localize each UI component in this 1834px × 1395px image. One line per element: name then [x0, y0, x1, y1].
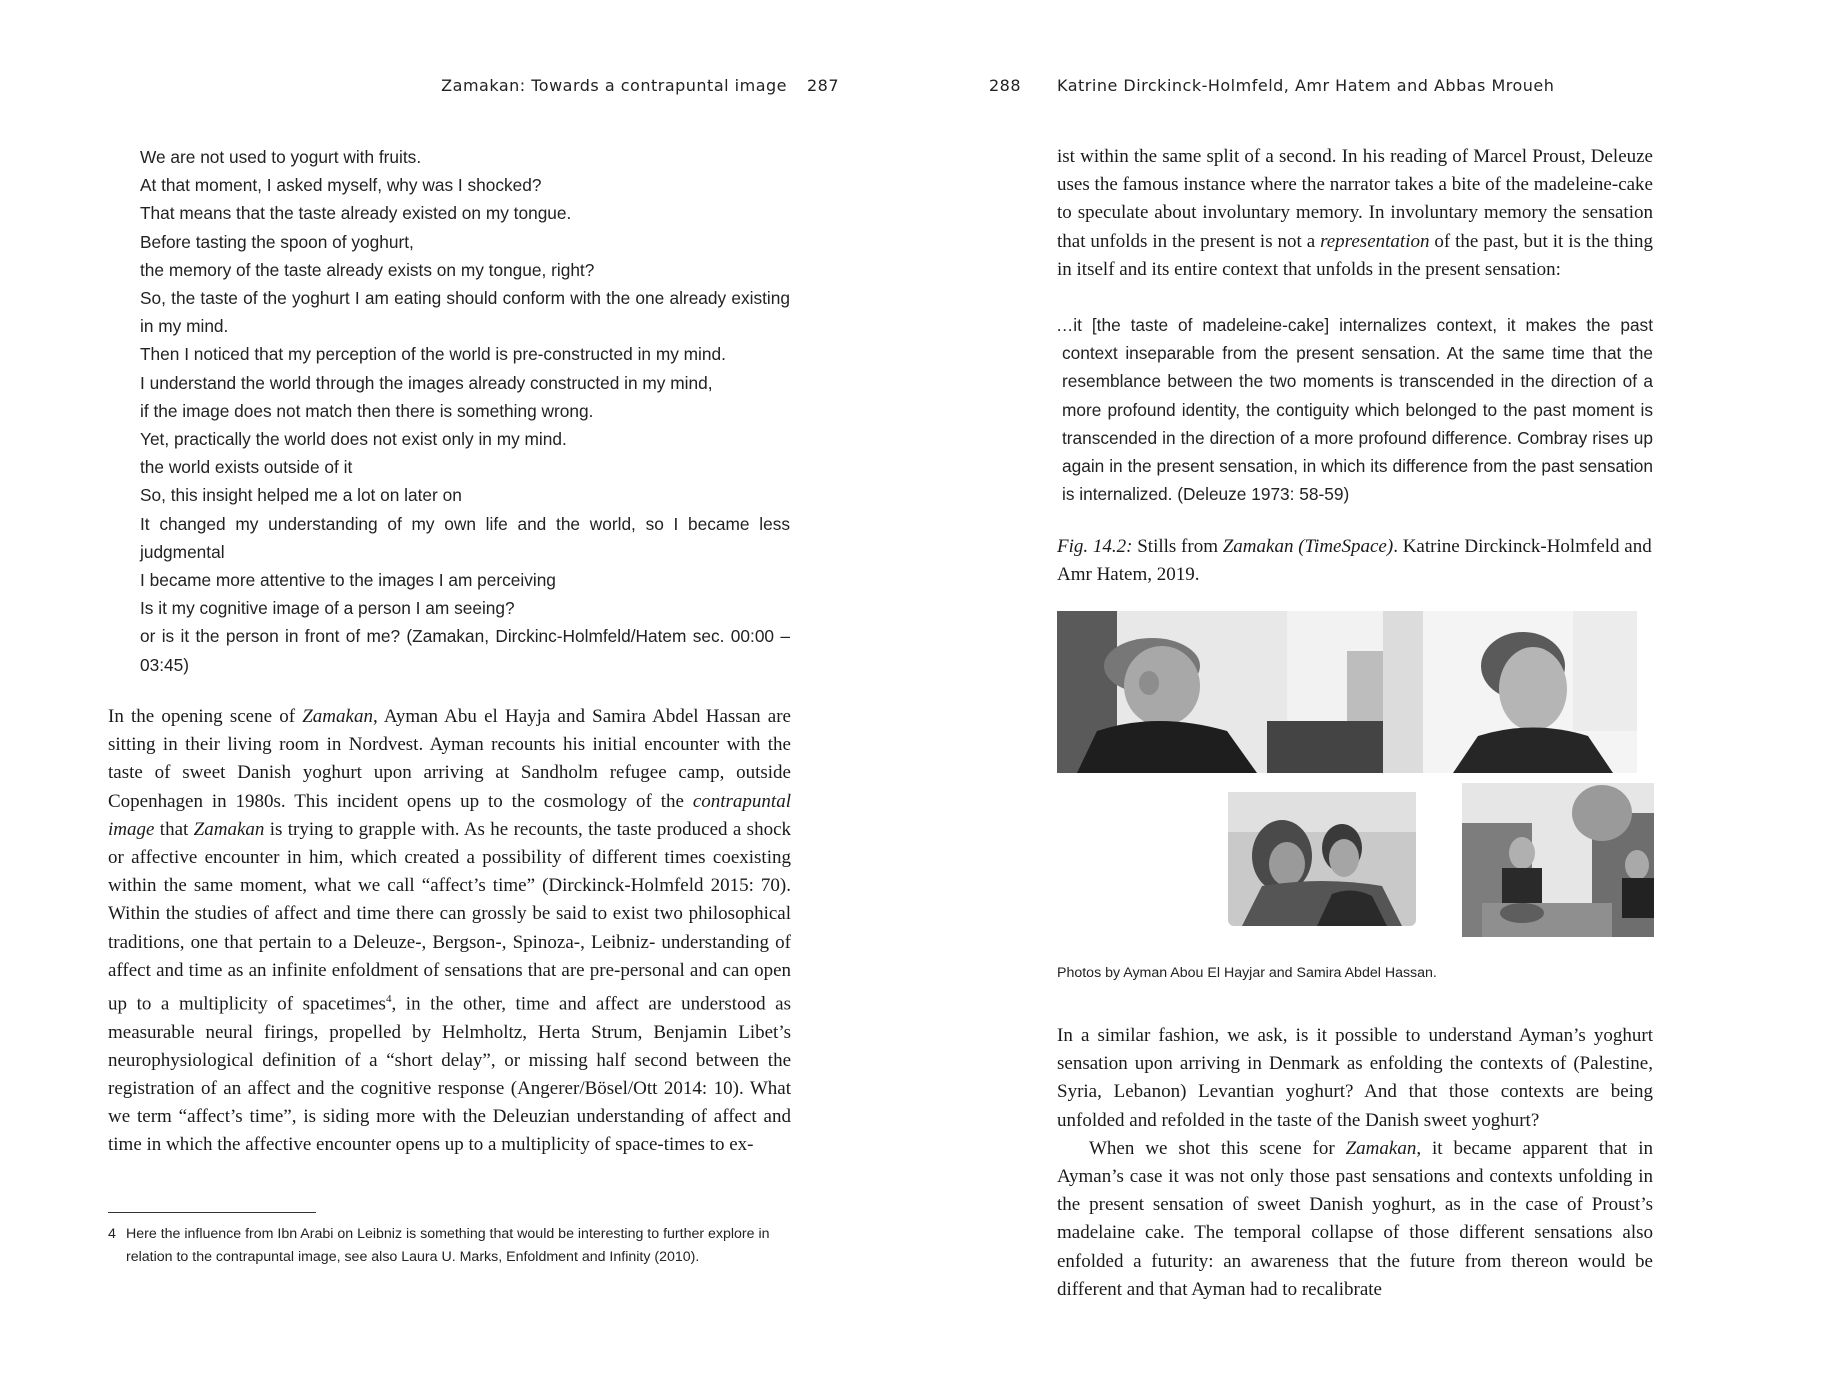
- body-paragraphs: [1057, 1022, 1653, 1304]
- film-still-man: [1057, 611, 1383, 773]
- quote-line: That means that the taste already existed on my tongue.: [140, 203, 572, 224]
- quote-line: So, this insight helped me a lot on later on: [140, 485, 462, 506]
- quote-line: Yet, practically the world does not exist only in my mind.: [140, 429, 567, 450]
- figure-caption: Fig. 14.2: Stills from Zamakan (TimeSpace). Katrine Dirckinck-Holmfeld and Amr Hatem, 2019.: [1057, 536, 1652, 586]
- film-still-woman: [1383, 611, 1637, 773]
- footnote-number: 4: [108, 1226, 116, 1242]
- photo-credit: Photos by Ayman Abou El Hayjar and Samira Abdel Hassan.: [1057, 965, 1437, 981]
- footnote-text: Here the influence from Ibn Arabi on Leibniz is something that would be interesting to further explore in relation to the contrapuntal image, see also Laura U. Marks, Enfoldment and Infinity (2010).: [126, 1226, 770, 1265]
- running-head-authors: Katrine Dirckinck-Holmfeld, Amr Hatem and Abbas Mroueh: [1057, 76, 1555, 95]
- quote-line: or is it the person in front of me? (Zamakan, Dirckinc-Holmfeld/Hatem sec. 00:00 – 03:45): [140, 626, 790, 675]
- body-paragraph: When we shot this scene for Zamakan, it became apparent that in Ayman’s case it was not only those past sensations and contexts unfolding in the present sensation of sweet Danish yoghurt, as in the case of Proust’s madelaine cake. The temporal collapse of those different sensations also enfolded a futurity: an awareness that the future from thereon would be different and that Ayman had to recalibrate: [1057, 1137, 1653, 1300]
- quote-line: At that moment, I asked myself, why was I shocked?: [140, 175, 542, 196]
- right-page: [917, 0, 1834, 1395]
- quote-line: I became more attentive to the images I am perceiving: [140, 570, 556, 591]
- quote-line: It changed my understanding of my own life and the world, so I became less judgmental: [140, 513, 790, 562]
- footnote-reference[interactable]: 4: [385, 993, 392, 1006]
- film-still-living-room: [1462, 783, 1654, 937]
- block-quote: …it [the taste of madeleine-cake] internalizes context, it makes the past context inseparable from the present sensation. At the same time that the resemblance between the two moments is transcended in the direction of a more profound identity, the contiguity which belonged to the past moment is transcended in the direction of a more profound difference. Combray rises up again in the present sensation, in which its difference from the past sensation is internalized. (Deleuze 1973: 58-59): [1056, 315, 1653, 505]
- quote-line: We are not used to yogurt with fruits.: [140, 147, 422, 167]
- body-paragraph: In the opening scene of Zamakan, Ayman Abu el Hayja and Samira Abdel Hassan are sitting in their living room in Nordvest. Ayman recounts his initial encounter with the taste of sweet Danish yoghurt upon arriving at Sandholm refugee camp, outside Copenhagen in 1980s. This incident opens up to the cosmology of the contrapuntal image that Zamakan is trying to grapple with. As he recounts, the taste produced a shock or affective encounter in him, which created a possibility of different times coexisting within the same moment, what we call “affect’s time” (Dirckinck-Holmfeld 2015: 70). Within the studies of affect and time there can grossly be said to exist two philosophical traditions, one that pertain to a Deleuze-, Bergson-, Spinoza-, Leibniz- understanding of affect and time as an infinite enfoldment of sensations that are pre-personal and can open up to a multiplicity of spacetimes$^4$, in the other, time and affect are understood as measurable neural firings, propelled by Helmholtz, Herta Strum, Benjamin Libet’s neurophysiological definition of a “short delay”, or missing half second between the registration of an affect and the cognitive response (Angerer/Bösel/Ott 2014: 10). What we term “affect’s time”, is siding more with the Deleuzian understanding of affect and time in which the affective encounter opens up to a multiplicity of space-times to ex-: [108, 706, 791, 1156]
- quote-line: the world exists outside of it: [140, 457, 353, 478]
- interview-quote: [140, 143, 790, 679]
- old-photograph: [1222, 786, 1422, 932]
- figure-label: Fig. 14.2:: [1057, 536, 1133, 557]
- quote-line: Is it my cognitive image of a person I am seeing?: [140, 598, 515, 619]
- quote-line: if the image does not match then there is something wrong.: [140, 400, 594, 421]
- page-number: 287: [806, 76, 839, 95]
- page-number: 288: [989, 76, 1022, 95]
- quote-line: the memory of the taste already exists on my tongue, right?: [140, 259, 595, 280]
- body-paragraph: In a similar fashion, we ask, is it possible to understand Ayman’s yoghurt sensation upon arriving in Denmark as enfolding the contexts of (Palestine, Syria, Lebanon) Levantian yoghurt? And that those contexts are being unfolded and refolded in the taste of the Danish sweet yoghurt?: [1057, 1025, 1653, 1131]
- quote-line: Then I noticed that my perception of the world is pre-constructed in my mind.: [140, 344, 726, 365]
- footnote: [108, 1223, 791, 1269]
- footnote-divider: [108, 1212, 316, 1213]
- quote-line: So, the taste of the yoghurt I am eating should conform with the one already existing in my mind.: [140, 288, 790, 337]
- quote-line: Before tasting the spoon of yoghurt,: [140, 231, 414, 252]
- body-paragraph: ist within the same split of a second. In his reading of Marcel Proust, Deleuze uses the famous instance where the narrator takes a bite of the madeleine-cake to speculate about involuntary memory. In involuntary memory the sensation that unfolds in the present is not a representation of the past, but it is the thing in itself and its entire context that unfolds in the present sensation:: [1057, 146, 1653, 280]
- running-head-title: Zamakan: Towards a contrapuntal image: [441, 76, 787, 95]
- quote-line: I understand the world through the images already constructed in my mind,: [140, 372, 713, 393]
